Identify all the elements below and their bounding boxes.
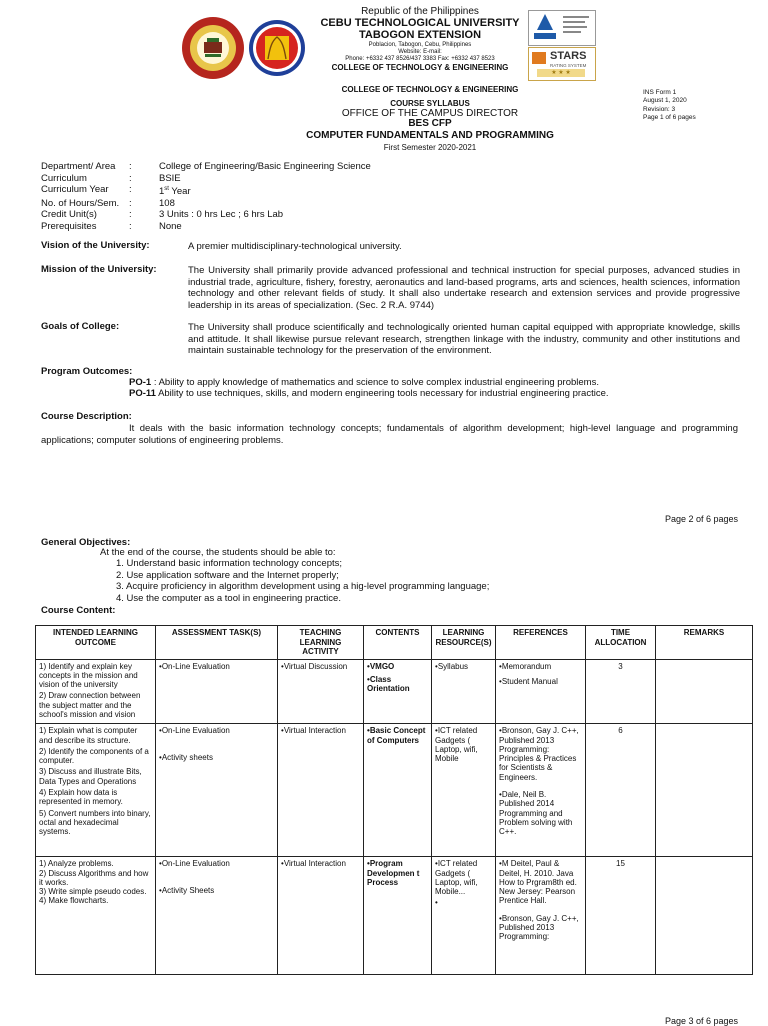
po-code: PO-11 (129, 388, 156, 399)
info-key: Department/ Area (41, 161, 116, 172)
assessment-item: • On-Line Evaluation (159, 726, 274, 735)
goals-label: Goals of College: (41, 321, 120, 332)
stars-row-icon: ★ ★ ★ (537, 69, 585, 77)
assessment-cell (156, 857, 278, 975)
info-row: No. of Hours/Sem. : 108 (41, 197, 175, 209)
content-item: • Program Developmen t Process (367, 859, 428, 887)
address: Poblacion, Tabogon, Cebu, Philippines (368, 42, 472, 48)
resource-item: • ICT related Gadgets ( Laptop, wifi, Mobile (435, 726, 492, 763)
content-item: • Class Orientation (367, 675, 428, 694)
ilo-item: 4) Make flowcharts. (39, 896, 109, 906)
info-key: Prerequisites (41, 220, 97, 232)
references-cell (496, 724, 586, 857)
reference-item: • Bronson, Gay J. C++, Published 2013 Programming: (499, 914, 582, 942)
time-cell: 3 (586, 659, 656, 724)
header-contents: CONTENTS (364, 626, 432, 660)
table-row (36, 724, 753, 857)
qs-stars-logo (528, 47, 596, 81)
republic-line: Republic of the Philippines (361, 6, 479, 17)
info-value: BSIE (159, 172, 181, 184)
content-item: • Basic Concept of Computers (367, 726, 428, 745)
general-objectives-label: General Objectives: (41, 537, 131, 548)
assessment-cell (156, 724, 278, 857)
ilo-item: 2) Draw connection between the subject matter and the school's mission and vision (39, 691, 141, 719)
resource-item: • Syllabus (435, 662, 492, 671)
reference-item: • Dale, Neil B. Published 2014 Programming and Problem solving with C++. (499, 790, 582, 836)
reference-item: • Student Manual (499, 677, 582, 686)
remarks-cell (656, 857, 753, 975)
header-resources: LEARNING RESOURCE(S) (432, 626, 496, 660)
header-ilo: INTENDED LEARNING OUTCOME (36, 626, 156, 660)
ins-form-page: Page 1 of 6 pages (643, 113, 696, 121)
page-number: Page 3 of 6 pages (665, 1016, 739, 1026)
reference-item: • M Deitel, Paul & Deitel, H. 2010. Java How to Prgram8th ed. New Jersey: Pearson Prentice Hall. (499, 859, 582, 905)
header-time: TIME ALLOCATION (586, 626, 656, 660)
goals-text: The University shall produce scientifically and technologically oriented human capital equipped with appropriate knowledge, skills and attitude. It shall likewise pursue relevant research, strengthen linkage with the industry, community and other institutions and maintain sustainable technology for the preservation of the environment. (188, 322, 740, 357)
ilo-item: 1) Explain what is computer and describe its structure. (39, 726, 138, 745)
title-syllabus: COURSE SYLLABUS (390, 99, 470, 108)
ins-form-date: August 1, 2020 (643, 97, 687, 105)
course-content-table (35, 625, 753, 975)
qs-stars-sub: RATING SYSTEM (550, 63, 587, 68)
info-key: Credit Unit(s) (41, 209, 97, 221)
program-outcome-item (129, 377, 599, 389)
title-code: BES CFP (408, 118, 452, 129)
university-name: CEBU TECHNOLOGICAL UNIVERSITY (320, 17, 520, 29)
objective-item: 3. Acquire proficiency in algorithm development using a hig-level programming language; (116, 581, 490, 592)
remarks-cell (656, 659, 753, 724)
reference-item: • Bronson, Gay J. C++, Published 2013 Programming: Principles & Practices for Scientists & Engineers. (499, 726, 582, 782)
info-value: None (159, 220, 182, 232)
tla-cell (278, 659, 364, 724)
title-college: COLLEGE OF TECHNOLOGY & ENGINEERING (341, 85, 519, 94)
page-number: Page 2 of 6 pages (665, 514, 739, 524)
ilo-item: 4) Explain how data is represented in memory. (39, 788, 123, 807)
ilo-item: 3) Write simple pseudo codes. (39, 887, 147, 897)
resource-item: • ICT related Gadgets ( Laptop, wifi, Mobile... (435, 859, 492, 896)
program-outcome-item (129, 388, 609, 400)
ins-form-revision: Revision: 3 (643, 105, 676, 113)
info-value: 1st Year (159, 186, 191, 198)
resources-cell (432, 857, 496, 975)
phone-line: Phone: +6332 437 8526/437 3383 Fax: +6332 437 8523 (345, 56, 495, 62)
info-value: 3 Units : 0 hrs Lec ; 6 hrs Lab (159, 209, 284, 221)
tla-item: • Virtual Interaction (281, 859, 360, 868)
tla-cell (278, 857, 364, 975)
contents-cell (364, 659, 432, 724)
ilo-item: 3) Discuss and illustrate Bits, Data Types and Operations (39, 767, 142, 786)
assessment-item: • Activity Sheets (159, 886, 274, 895)
mission-text: The University shall primarily provide advanced professional and technical instruction for special purposes, advanced studies in industrial trade, agriculture, fishery, forestry, aeronautics and land-based programs, arts and sciences, health sciences, information technology and other relevant fields of study. It shall also undertake research and extension services and provide progressive leadership in its areas of specialization. (Sec. 2 R.A. 9744) (188, 265, 740, 311)
course-info (41, 161, 371, 232)
info-key: Curriculum Year (41, 184, 109, 195)
website-line: Website: E-mail: (398, 49, 442, 55)
reference-item: • Memorandum (499, 662, 582, 671)
objective-item: 1. Understand basic information technology concepts; (116, 558, 343, 569)
course-description-label: Course Description: (41, 411, 132, 422)
time-cell: 6 (586, 724, 656, 857)
program-outcomes-label: Program Outcomes: (41, 366, 133, 377)
college-name: COLLEGE OF TECHNOLOGY & ENGINEERING (331, 63, 509, 72)
ins-form-block (643, 89, 696, 122)
general-objectives-intro: At the end of the course, the students should be able to: (100, 547, 336, 558)
resources-cell (432, 724, 496, 857)
assessment-item: • On-Line Evaluation (159, 662, 274, 671)
ilo-item: 5) Convert numbers into binary, octal and hexadecimal systems. (39, 808, 151, 837)
ilo-item: 2) Discuss Algorithms and how it works. (39, 868, 149, 887)
course-description-text: It deals with the basic information technology concepts; fundamentals of algorithm development; high-level language and programming applications; computer solutions of engineering problems. (41, 423, 738, 446)
info-key: No. of Hours/Sem. (41, 197, 120, 209)
assessment-item: • Activity sheets (159, 753, 274, 762)
iso-certification-logo (528, 10, 596, 46)
title-office: OFFICE OF THE CAMPUS DIRECTOR (341, 108, 519, 119)
ilo-item: 2) Identify the components of a computer. (39, 746, 149, 766)
info-row: Credit Unit(s) : 3 Units : 0 hrs Lec ; 6 hrs Lab (41, 209, 284, 221)
contents-cell (364, 857, 432, 975)
qs-stars-label: STARS (550, 50, 587, 62)
table-row (36, 659, 753, 724)
info-row: Department/ Area : College of Engineering/Basic Engineering Science (41, 161, 371, 172)
po-text: Ability to use techniques, skills, and modern engineering tools necessary for industrial engineering practice. (158, 388, 609, 399)
header-tla: TEACHING LEARNING ACTIVITY (278, 626, 364, 660)
po-code: PO-1 (129, 377, 152, 388)
asean-logo (248, 19, 306, 77)
time-cell: 15 (586, 857, 656, 975)
assessment-item: • On-Line Evaluation (159, 859, 274, 868)
university-seal-logo (181, 16, 245, 80)
resources-cell (432, 659, 496, 724)
table-header-row (36, 626, 753, 660)
title-semester: First Semester 2020-2021 (383, 143, 477, 152)
ilo-cell (36, 857, 156, 975)
info-value: 108 (159, 197, 175, 209)
info-value: College of Engineering/Basic Engineering Science (159, 161, 371, 172)
resource-item (435, 898, 492, 907)
references-cell (496, 659, 586, 724)
vision-label: Vision of the University: (41, 240, 150, 251)
ilo-cell (36, 659, 156, 724)
header-remarks: REMARKS (656, 626, 753, 660)
po-text: : Ability to apply knowledge of mathematics and science to solve complex industrial engineering problems. (153, 377, 599, 388)
vision-text: A premier multidisciplinary-technological university. (188, 241, 402, 252)
header-assessment: ASSESSMENT TASK(S) (156, 626, 278, 660)
ilo-item: 1) Identify and explain key concepts in the mission and vision of the university (39, 661, 138, 690)
course-content-label: Course Content: (41, 605, 116, 616)
remarks-cell (656, 724, 753, 857)
title-course: COMPUTER FUNDAMENTALS AND PROGRAMMING (306, 130, 554, 141)
mission-label: Mission of the University: (41, 264, 157, 275)
content-item: • VMGO (367, 662, 428, 671)
table-row (36, 857, 753, 975)
tla-item: • Virtual Discussion (281, 662, 360, 671)
assessment-cell (156, 659, 278, 724)
info-key: Curriculum (41, 172, 87, 184)
info-row: Curriculum Year : 1st Year (41, 184, 191, 198)
objective-item: 4. Use the computer as a tool in engineering practice. (116, 593, 341, 604)
contents-cell (364, 724, 432, 857)
header-references: REFERENCES (496, 626, 586, 660)
ilo-item: 1) Analyze problems. (39, 859, 114, 869)
ilo-cell (36, 724, 156, 857)
tla-item: • Virtual Interaction (281, 726, 360, 735)
campus-name: TABOGON EXTENSION (358, 29, 482, 41)
info-row: Prerequisites : None (41, 220, 182, 232)
objective-item: 2. Use application software and the Internet properly; (116, 570, 339, 581)
tla-cell (278, 724, 364, 857)
info-row: Curriculum : BSIE (41, 172, 181, 184)
references-cell (496, 857, 586, 975)
ins-form-line: INS Form 1 (643, 89, 677, 96)
